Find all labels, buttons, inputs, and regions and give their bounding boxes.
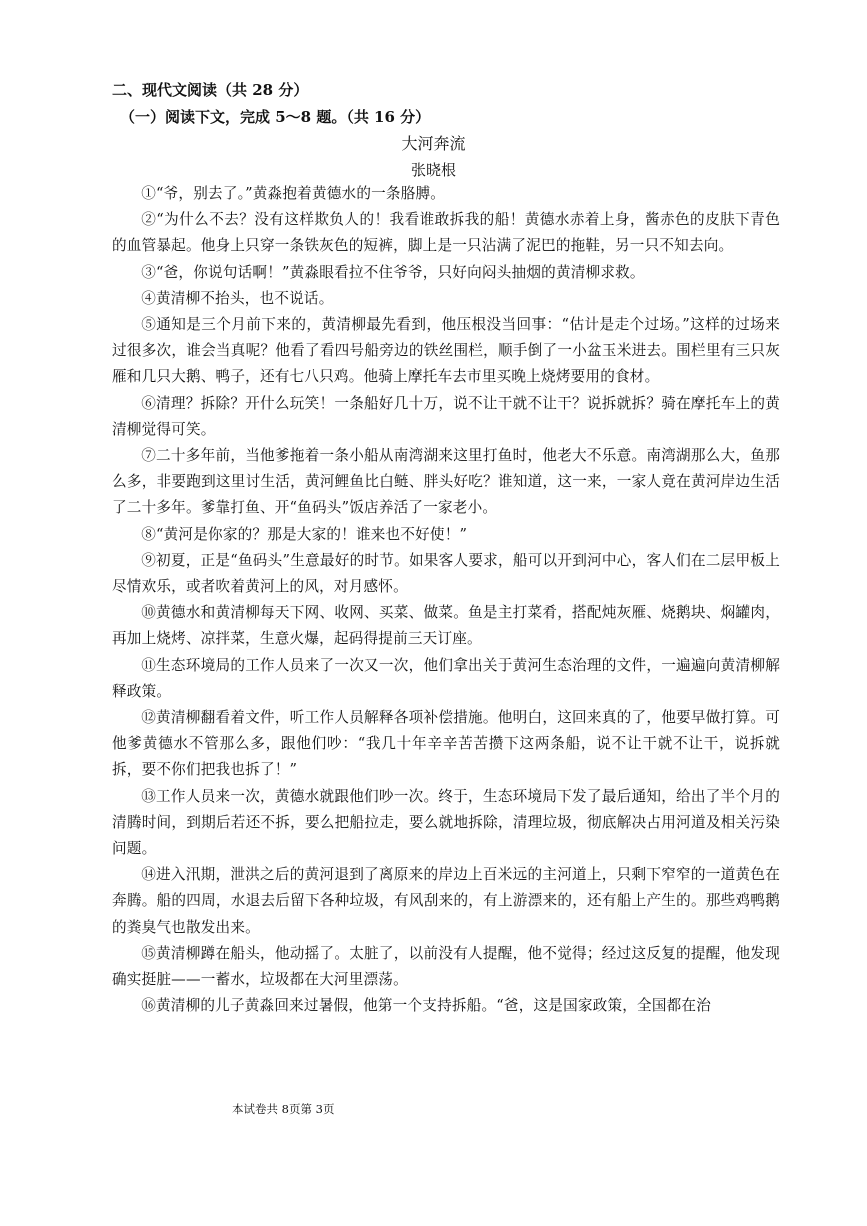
paragraph-7: ⑦二十多年前，当他爹拖着一条小船从南湾湖来这里打鱼时，他老大不乐意。南湾湖那么大，鱼那么多，非要跑到这里讨生活，黄河鲤鱼比白鲢、胖头好吃？谁知道，这一来，一家人竟在黄河岸边生活了二十多年。爹靠打鱼、开“鱼码头”饭店养活了一家老小。: [112, 447, 780, 517]
paragraph-1: ①“爷，别去了。”黄淼抱着黄德水的一条胳膊。: [141, 185, 446, 202]
paragraph-13: ⑬工作人员来一次，黄德水就跟他们吵一次。终于，生态环境局下发了最后通知，给出了半个月的清腾时间，到期后若还不拆，要么把船拉走，要么就地拆除，清理垃圾，彻底解决占用河道及相关污染问题。: [112, 787, 780, 858]
article-title: 大河奔流: [401, 134, 466, 153]
page-footer: 本试卷共 8页第 3页: [232, 1102, 335, 1116]
paragraph-16: ⑯黄清柳的儿子黄淼回来过暑假，他第一个支持拆船。“爸，这是国家政策，全国都在治: [141, 997, 712, 1015]
section-title: 二、现代文阅读（共 28 分）: [112, 81, 309, 99]
article-author: 张晓根: [410, 161, 456, 179]
paragraph-2: ②“为什么不去？没有这样欺负人的！我看谁敢拆我的船！黄德水赤着上身，酱赤色的皮肤下青色的血管暴起。他身上只穿一条铁灰色的短裤，脚上是一只沾满了泥巴的拖鞋，另一只不知去向。: [112, 211, 780, 255]
paragraph-3: ③“爸，你说句话啊！”黄淼眼看拉不住爷爷，只好向闷头抽烟的黄清柳求救。: [141, 263, 645, 281]
paragraph-5: ⑤通知是三个月前下来的，黄清柳最先看到，他压根没当回事：“估计是走个过场。”这样的过场来过很多次，谁会当真呢？他看了看四号船旁边的铁丝围栏，顺手倒了一小盆玉米进去。围栏里有三只灰雁和几只大鹅、鸭子，还有七八只鸡。他骑上摩托车去市里买晚上烧烤要用的食材。: [112, 316, 780, 386]
paragraph-10: ⑩黄德水和黄清柳每天下网、收网、买菜、做菜。鱼是主打菜肴，搭配炖灰雁、烧鹅块、焖罐肉，再加上烧烤、凉拌菜，生意火爆，起码得提前三天订座。: [112, 604, 780, 648]
subsection-title: （一）阅读下文，完成 5～8 题。（共 16 分）: [120, 108, 431, 126]
paragraph-6: ⑥清理？拆除？开什么玩笑！一条船好几十万，说不让干就不让干？说拆就拆？骑在摩托车上的黄清柳觉得可笑。: [112, 394, 780, 438]
paragraph-4: ④黄清柳不抬头，也不说话。: [141, 289, 334, 307]
paragraph-15: ⑮黄清柳蹲在船头，他动摇了。太脏了，以前没有人提醒，他不觉得；经过这反复的提醒，他发现确实挺脏——一蓄水，垃圾都在大河里漂荡。: [112, 944, 780, 989]
article-body: [112, 181, 780, 1020]
paragraph-14: ⑭进入汛期，泄洪之后的黄河退到了离原来的岸边上百米远的主河道上，只剩下窄窄的一道黄色在奔腾。船的四周，水退去后留下各种垃圾，有风刮来的，有上游漂来的，还有船上产生的。那些鸡鸭鹅的粪臭气也散发出来。: [112, 866, 780, 936]
paragraph-8: ⑧“黄河是你家的？那是大家的！谁来也不好使！”: [141, 525, 468, 543]
paragraph-12: ⑫黄清柳翻看着文件，听工作人员解释各项补偿措施。他明白，这回来真的了，他要早做打算。可他爹黄德水不管那么多，跟他们吵：“我几十年辛辛苦苦攒下这两条船，说不让干就不让干，说拆就拆，要不你们把我也拆了！”: [112, 709, 780, 779]
paragraph-11: ⑪生态环境局的工作人员来了一次又一次，他们拿出关于黄河生态治理的文件，一遍遍向黄清柳解释政策。: [112, 656, 780, 700]
paragraph-9: ⑨初夏，正是“鱼码头”生意最好的时节。如果客人要求，船可以开到河中心，客人们在二层甲板上尽情欢乐，或者吹着黄河上的风，对月感怀。: [112, 551, 780, 596]
